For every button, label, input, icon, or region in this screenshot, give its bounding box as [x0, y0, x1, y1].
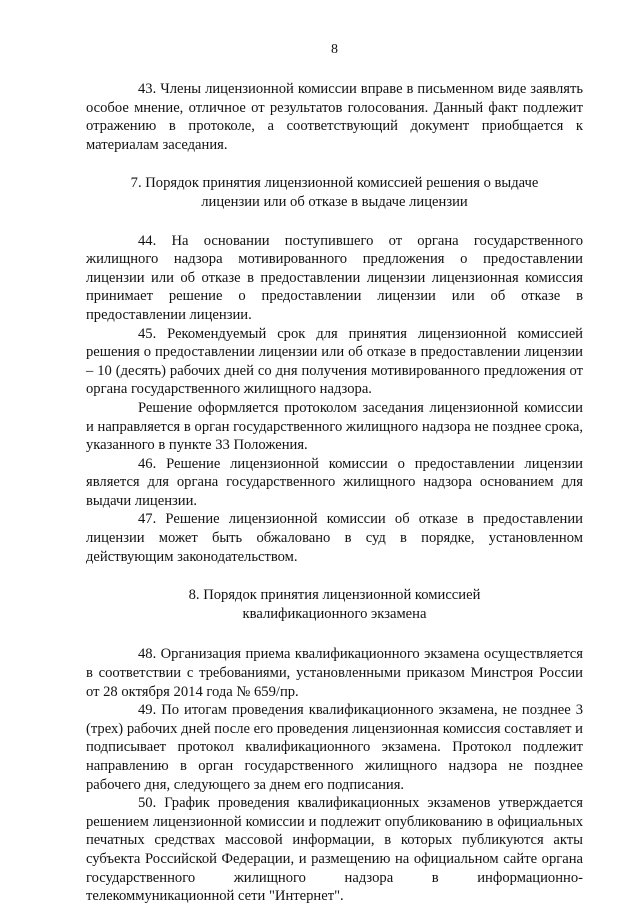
paragraph-44: 44. На основании поступившего от органа государственного жилищного надзора мотивированного предложения о предоставлении лицензии или об отказе в предоставлении лицензии лицензионная комиссия принимает решение о предоставлении лицензии или об отказе в предоставлении лицензии. [86, 232, 583, 323]
paragraph-49: 49. По итогам проведения квалификационного экзамена, не позднее 3 (трех) рабочих дней после его проведения лицензионная комиссия составляет и подписывает протокол квалификационного экзамена. Протокол подлежит направлению в орган государственного жилищного надзора не позднее рабочего дня, следующего за днем его подписания. [86, 702, 583, 793]
paragraph-48: 48. Организация приема квалификационного экзамена осуществляется в соответствии с требованиями, установленными приказом Минстроя России от 28 октября 2014 года № 659/пр. [86, 646, 583, 700]
section-heading-8-line-1: 8. Порядок принятия лицензионной комиссией [188, 587, 481, 604]
paragraph-50: 50. График проведения квалификационных экзаменов утверждается решением лицензионной комиссии и подлежит опубликованию в официальных печатных средствах массовой информации, в которых публикуются акты субъекта Российской Федерации, и размещению на официальном сайте органа государственного жилищного надзора в информационно-телекоммуникационной сети "Интернет". [86, 795, 583, 905]
paragraph-43: 43. Члены лицензионной комиссии вправе в письменном виде заявлять особое мнение, отличное от результатов голосования. Данный факт подлежит отражению в протоколе, а соответствующий документ приобщается к материалам заседания. [86, 81, 583, 153]
section-heading-8-line-2: квалификационного экзамена [242, 605, 427, 622]
page-number: 8 [331, 42, 338, 57]
section-heading-7-line-1: 7. Порядок принятия лицензионной комиссией решения о выдаче [130, 175, 539, 192]
section-heading-8 [86, 586, 583, 623]
paragraph-47: 47. Решение лицензионной комиссии об отказе в предоставлении лицензии может быть обжаловано в суд в порядке, установленном действующим законодательством. [86, 511, 583, 565]
paragraph-45-continuation: Решение оформляется протоколом заседания лицензионной комиссии и направляется в орган государственного жилищного надзора не позднее срока, указанного в пункте 33 Положения. [86, 399, 583, 454]
paragraph-46: 46. Решение лицензионной комиссии о предоставлении лицензии является для органа государственного жилищного надзора основанием для выдачи лицензии. [86, 455, 583, 509]
section-heading-7 [86, 174, 583, 211]
paragraph-45: 45. Рекомендуемый срок для принятия лицензионной комиссией решения о предоставлении лицензии или об отказе в предоставлении лицензии – 10 (десять) рабочих дней со дня получения мотивированного предложения от органа государственного жилищного надзора. [86, 325, 583, 398]
section-heading-7-line-2: лицензии или об отказе в выдаче лицензии [201, 193, 468, 210]
